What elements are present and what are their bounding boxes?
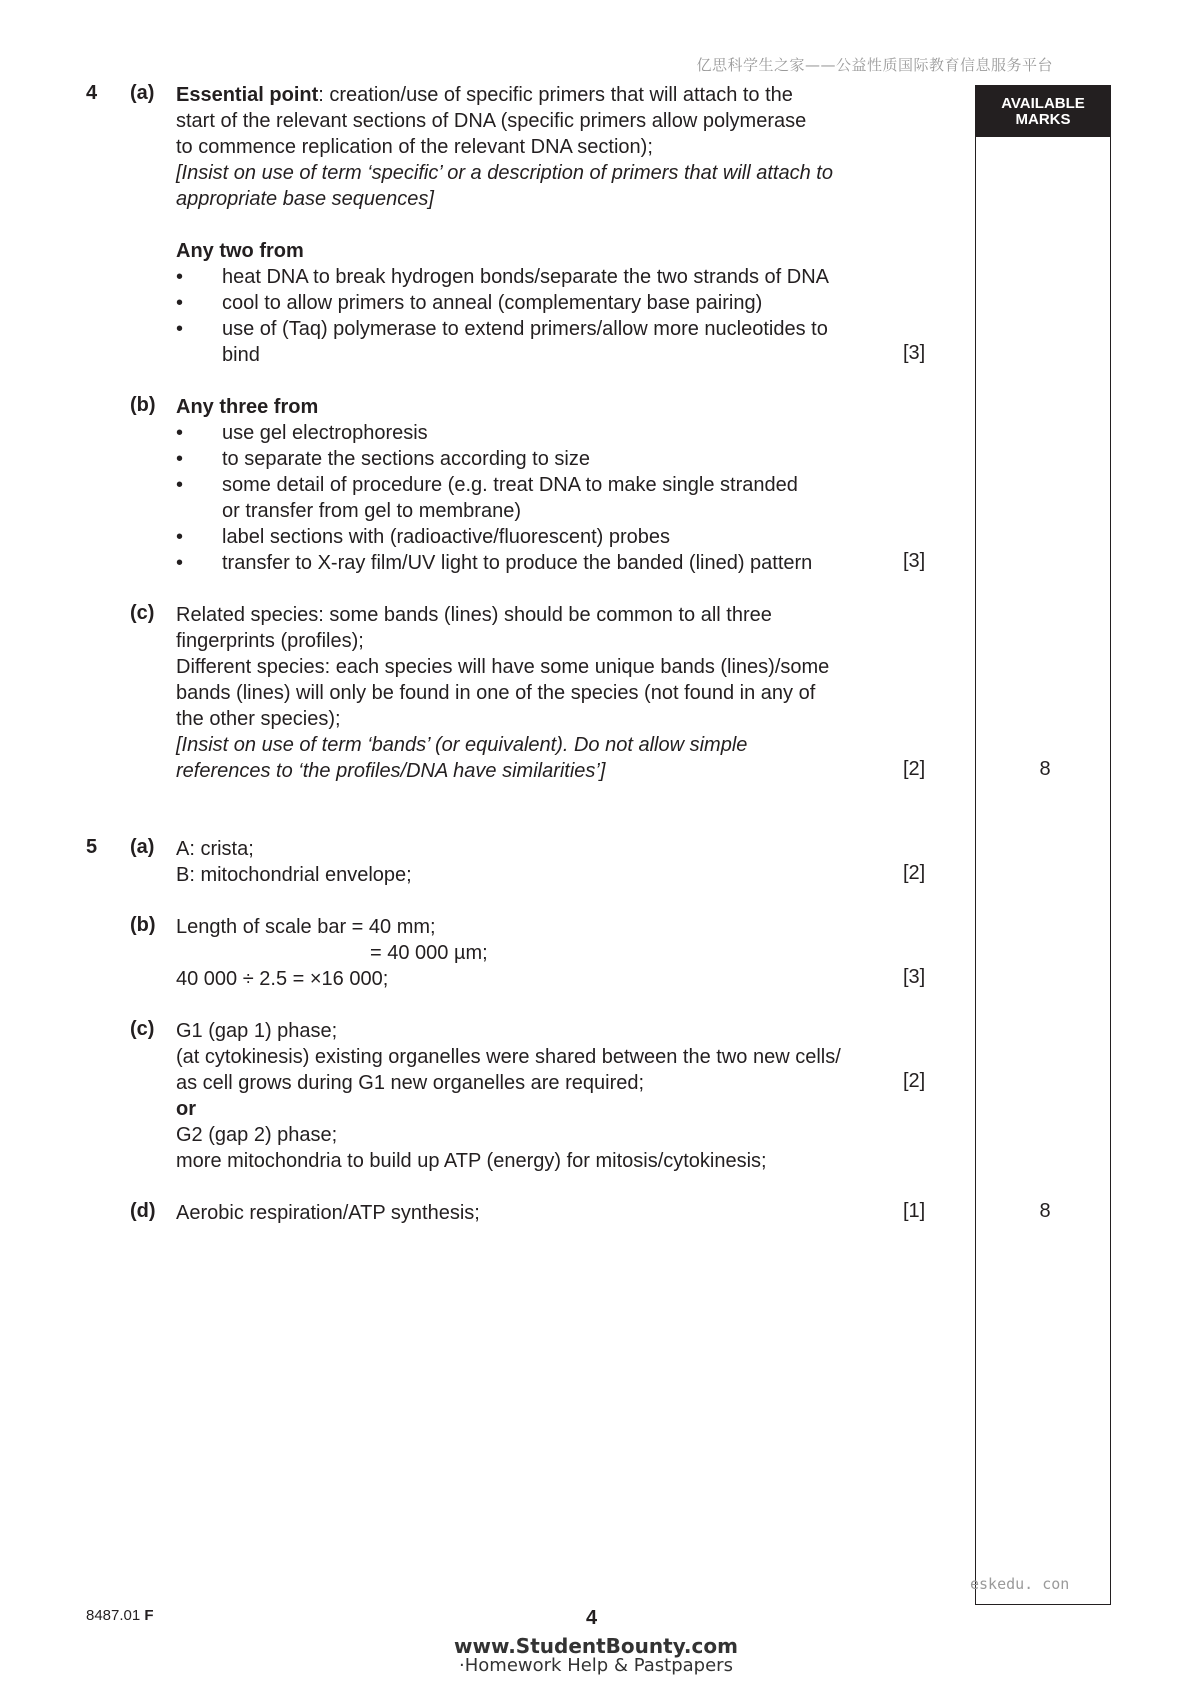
- logo-line2: ·Homework Help & Pastpapers: [459, 1655, 733, 1676]
- q4b-bullet2: • to separate the sections according to size: [176, 446, 916, 472]
- question-4-number: 4: [86, 82, 98, 104]
- q4b-bullet3-cont: or transfer from gel to membrane): [222, 500, 521, 522]
- q5a-label: (a): [130, 836, 155, 858]
- available-marks-column: [975, 85, 1111, 1605]
- q5c-or: or: [176, 1098, 196, 1120]
- q4c-line2: fingerprints (profiles);: [176, 630, 364, 652]
- q4b-bullet5: • transfer to X-ray film/UV light to produce the banded (lined) pattern: [176, 550, 916, 576]
- q5d-line1: Aerobic respiration/ATP synthesis;: [176, 1202, 480, 1224]
- q4c-line3: Different species: each species will have some unique bands (lines)/some: [176, 656, 830, 678]
- paper-code: [86, 1607, 154, 1624]
- q4c-note1: [Insist on use of term ‘bands’ (or equivalent). Do not allow simple: [176, 734, 748, 756]
- q5c-line4: G2 (gap 2) phase;: [176, 1124, 338, 1146]
- q4a-note2: appropriate base sequences]: [176, 188, 434, 210]
- q4a-label: (a): [130, 82, 155, 104]
- q4c-line1: Related species: some bands (lines) should be common to all three: [176, 604, 772, 626]
- q5b-line3: 40 000 ÷ 2.5 = ×16 000;: [176, 968, 389, 990]
- q5c-mark: [2]: [903, 1070, 926, 1092]
- site-watermark: eskedu. con: [970, 1575, 1070, 1593]
- q4a-bullet1: • heat DNA to break hydrogen bonds/separate the two strands of DNA: [176, 264, 916, 290]
- q5c-answer: [176, 1018, 916, 1174]
- q4a-bullet3-cont: bind: [222, 344, 260, 366]
- q4b-mark: [3]: [903, 550, 926, 572]
- q4c-mark: [2]: [903, 758, 926, 780]
- logo-line1: www.StudentBounty.com: [454, 1634, 738, 1658]
- q4b-any-three: Any three from: [176, 396, 319, 418]
- q5a-answer: [176, 836, 916, 888]
- q4c-line4: bands (lines) will only be found in one of the species (not found in any of: [176, 682, 816, 704]
- q4a-answer: [176, 82, 916, 368]
- q4a-any-two: Any two from: [176, 240, 304, 262]
- q5b-mark: [3]: [903, 966, 926, 988]
- page-number: 4: [586, 1607, 598, 1629]
- q5a-line2: B: mitochondrial envelope;: [176, 864, 412, 886]
- q5c-line2: (at cytokinesis) existing organelles were shared between the two new cells/: [176, 1046, 841, 1068]
- q5a-line1: A: crista;: [176, 838, 254, 860]
- q4a-bullet2: • cool to allow primers to anneal (complementary base pairing): [176, 290, 916, 316]
- q4a-line1: : creation/use of specific primers that will attach to the: [318, 84, 793, 106]
- q5d-answer: [176, 1200, 916, 1226]
- q4c-line5: the other species);: [176, 708, 341, 730]
- studentbounty-logo: [446, 1636, 746, 1676]
- q5-available-marks: 8: [1039, 1200, 1051, 1222]
- question-5-number: 5: [86, 836, 98, 858]
- q5c-line5: more mitochondria to build up ATP (energy) for mitosis/cytokinesis;: [176, 1150, 767, 1172]
- q4-available-marks: 8: [1039, 758, 1051, 780]
- q5c-line3: as cell grows during G1 new organelles are required;: [176, 1072, 645, 1094]
- q4a-note1: [Insist on use of term ‘specific’ or a description of primers that will attach to: [176, 162, 833, 184]
- available-marks-header: [976, 86, 1110, 137]
- q4c-label: (c): [130, 602, 155, 624]
- q4a-bullet3: • use of (Taq) polymerase to extend primers/allow more nucleotides to: [176, 316, 916, 342]
- q4b-bullet3: • some detail of procedure (e.g. treat DNA to make single stranded: [176, 472, 916, 498]
- marks-header-line2: MARKS: [1015, 110, 1071, 128]
- q5b-label: (b): [130, 914, 156, 936]
- q4b-bullet4: • label sections with (radioactive/fluorescent) probes: [176, 524, 916, 550]
- marks-header-line1: AVAILABLE: [1001, 94, 1085, 112]
- paper-code-suffix: F: [144, 1607, 154, 1624]
- header-watermark: 亿思科学生之家——公益性质国际教育信息服务平台: [696, 56, 1053, 74]
- q5b-line1: Length of scale bar = 40 mm;: [176, 916, 436, 938]
- q5b-line2: = 40 000 µm;: [370, 942, 488, 964]
- paper-code-number: 8487.01: [86, 1607, 141, 1624]
- q5b-answer: [176, 914, 916, 992]
- q5c-line1: G1 (gap 1) phase;: [176, 1020, 338, 1042]
- q4c-answer: [176, 602, 916, 784]
- q4a-essential-point: Essential point: [176, 84, 319, 106]
- q4a-mark: [3]: [903, 342, 926, 364]
- q4b-answer: [176, 394, 916, 576]
- q5c-label: (c): [130, 1018, 155, 1040]
- q5d-label: (d): [130, 1200, 156, 1222]
- q4a-line2: start of the relevant sections of DNA (specific primers allow polymerase: [176, 110, 807, 132]
- q4b-bullet1: • use gel electrophoresis: [176, 420, 916, 446]
- q4a-line3: to commence replication of the relevant DNA section);: [176, 136, 653, 158]
- q5a-mark: [2]: [903, 862, 926, 884]
- q4c-note2: references to ‘the profiles/DNA have similarities’]: [176, 760, 606, 782]
- q4b-label: (b): [130, 394, 156, 416]
- q5d-mark: [1]: [903, 1200, 926, 1222]
